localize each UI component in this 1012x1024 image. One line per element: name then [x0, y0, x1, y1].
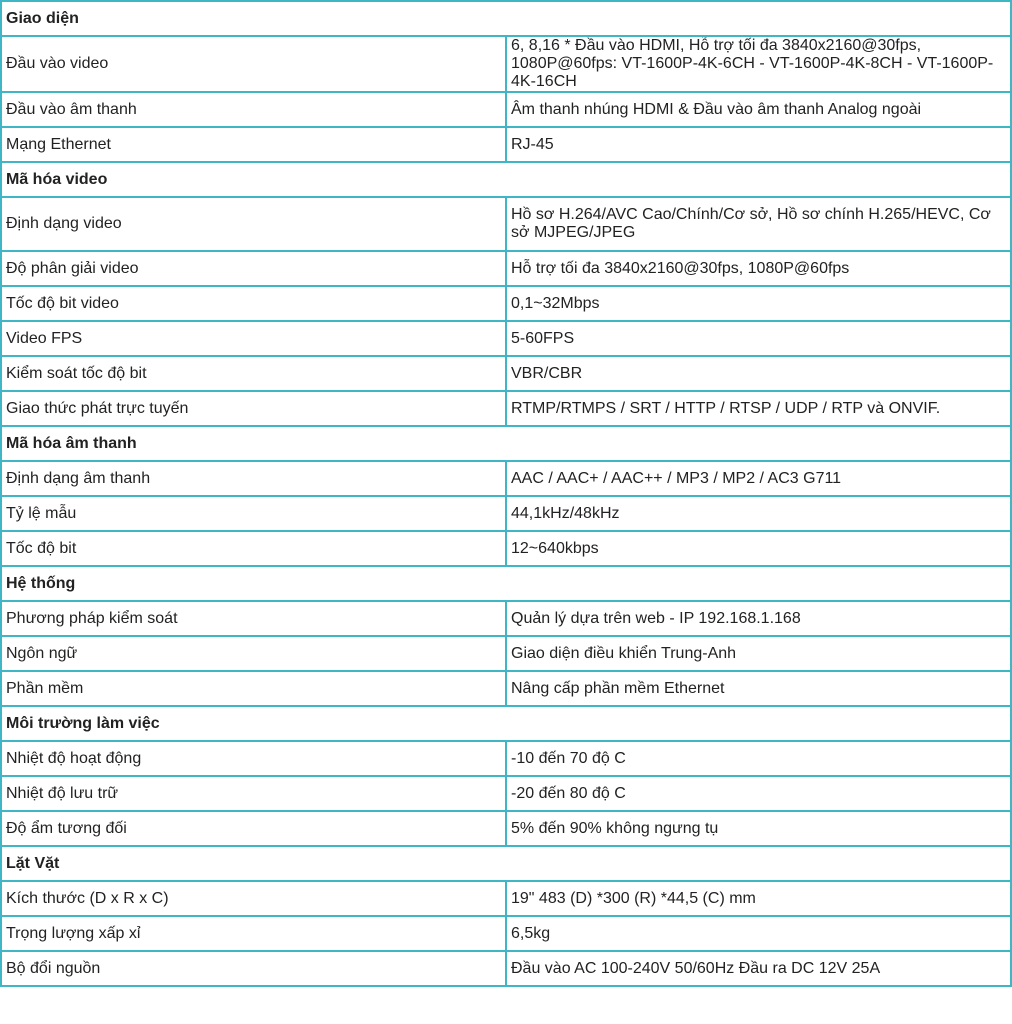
row-label: Nhiệt độ hoạt động — [1, 741, 506, 776]
table-row — [1, 636, 1011, 671]
table-row — [1, 36, 1011, 92]
row-label: Kiểm soát tốc độ bit — [1, 356, 506, 391]
section-title: Giao diện — [1, 1, 1011, 36]
row-value: VBR/CBR — [506, 356, 1011, 391]
row-label: Tốc độ bit — [1, 531, 506, 566]
table-row — [1, 776, 1011, 811]
table-row — [1, 601, 1011, 636]
row-value: 44,1kHz/48kHz — [506, 496, 1011, 531]
row-label: Tốc độ bit video — [1, 286, 506, 321]
row-value: Hồ sơ H.264/AVC Cao/Chính/Cơ sở, Hồ sơ chính H.265/HEVC, Cơ sở MJPEG/JPEG — [506, 197, 1011, 251]
row-value: 6,5kg — [506, 916, 1011, 951]
row-label: Mạng Ethernet — [1, 127, 506, 162]
row-value: Hỗ trợ tối đa 3840x2160@30fps, 1080P@60fps — [506, 251, 1011, 286]
table-row — [1, 321, 1011, 356]
row-value: RJ-45 — [506, 127, 1011, 162]
row-label: Phần mềm — [1, 671, 506, 706]
row-label: Kích thước (D x R x C) — [1, 881, 506, 916]
row-label: Định dạng video — [1, 197, 506, 251]
row-label: Bộ đổi nguồn — [1, 951, 506, 986]
row-value: RTMP/RTMPS / SRT / HTTP / RTSP / UDP / RTP và ONVIF. — [506, 391, 1011, 426]
section-title: Mã hóa video — [1, 162, 1011, 197]
row-value: Giao diện điều khiển Trung-Anh — [506, 636, 1011, 671]
row-value: 5-60FPS — [506, 321, 1011, 356]
row-value: Âm thanh nhúng HDMI & Đầu vào âm thanh Analog ngoài — [506, 92, 1011, 127]
section-header — [1, 426, 1011, 461]
table-row — [1, 461, 1011, 496]
row-value: 0,1~32Mbps — [506, 286, 1011, 321]
table-row — [1, 811, 1011, 846]
table-row — [1, 881, 1011, 916]
row-label: Độ ẩm tương đối — [1, 811, 506, 846]
row-label: Phương pháp kiểm soát — [1, 601, 506, 636]
table-row — [1, 916, 1011, 951]
row-label: Giao thức phát trực tuyến — [1, 391, 506, 426]
table-row — [1, 531, 1011, 566]
row-value: Nâng cấp phần mềm Ethernet — [506, 671, 1011, 706]
section-title: Lặt Vặt — [1, 846, 1011, 881]
section-title: Môi trường làm việc — [1, 706, 1011, 741]
section-header — [1, 846, 1011, 881]
row-value: -10 đến 70 độ C — [506, 741, 1011, 776]
row-value: Đầu vào AC 100-240V 50/60Hz Đầu ra DC 12V 25A — [506, 951, 1011, 986]
section-header — [1, 706, 1011, 741]
table-row — [1, 496, 1011, 531]
table-row — [1, 92, 1011, 127]
row-label: Độ phân giải video — [1, 251, 506, 286]
table-row — [1, 356, 1011, 391]
row-label: Video FPS — [1, 321, 506, 356]
row-label: Đầu vào video — [1, 36, 506, 92]
row-value: -20 đến 80 độ C — [506, 776, 1011, 811]
section-header — [1, 1, 1011, 36]
table-row — [1, 127, 1011, 162]
row-value: Quản lý dựa trên web - IP 192.168.1.168 — [506, 601, 1011, 636]
row-value: 19" 483 (D) *300 (R) *44,5 (C) mm — [506, 881, 1011, 916]
table-row — [1, 391, 1011, 426]
section-title: Mã hóa âm thanh — [1, 426, 1011, 461]
row-value: AAC / AAC+ / AAC++ / MP3 / MP2 / AC3 G711 — [506, 461, 1011, 496]
table-row — [1, 251, 1011, 286]
table-row — [1, 671, 1011, 706]
section-header — [1, 162, 1011, 197]
row-label: Nhiệt độ lưu trữ — [1, 776, 506, 811]
row-value: 6, 8,16 * Đầu vào HDMI, Hỗ trợ tối đa 3840x2160@30fps, 1080P@60fps: VT-1600P-4K-6CH - VT-1600P-4K-8CH - VT-1600P-4K-16CH — [506, 36, 1011, 92]
row-label: Trọng lượng xấp xỉ — [1, 916, 506, 951]
row-label: Tỷ lệ mẫu — [1, 496, 506, 531]
table-row — [1, 951, 1011, 986]
table-row — [1, 197, 1011, 251]
row-label: Ngôn ngữ — [1, 636, 506, 671]
table-row — [1, 286, 1011, 321]
section-title: Hệ thống — [1, 566, 1011, 601]
row-label: Đầu vào âm thanh — [1, 92, 506, 127]
section-header — [1, 566, 1011, 601]
table-row — [1, 741, 1011, 776]
row-value: 12~640kbps — [506, 531, 1011, 566]
row-value: 5% đến 90% không ngưng tụ — [506, 811, 1011, 846]
row-label: Định dạng âm thanh — [1, 461, 506, 496]
